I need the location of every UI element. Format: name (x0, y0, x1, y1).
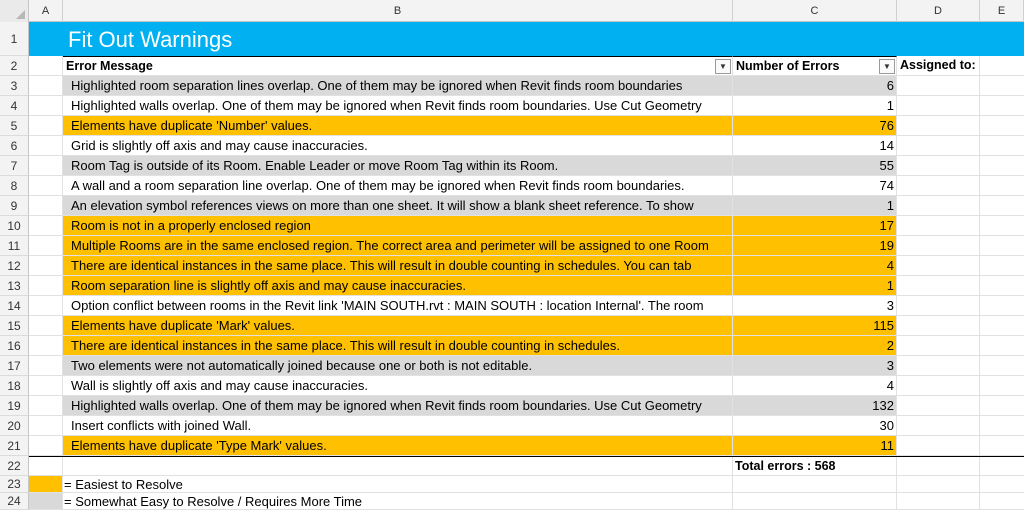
assigned-to-cell[interactable] (897, 156, 980, 175)
cell-b[interactable] (63, 457, 733, 475)
error-message-header-cell[interactable] (63, 56, 733, 75)
row-header[interactable]: 14 (0, 296, 29, 316)
table-row (29, 276, 1024, 296)
cell-a[interactable] (29, 457, 63, 475)
error-message-cell[interactable]: Room is not in a properly enclosed region (63, 216, 733, 235)
cell-d[interactable] (897, 476, 980, 492)
table-row (29, 76, 1024, 96)
assigned-to-cell[interactable] (897, 96, 980, 115)
row-header[interactable]: 13 (0, 276, 29, 296)
total-errors-cell[interactable]: Total errors : 568 (733, 457, 897, 475)
cell-c[interactable] (733, 476, 897, 492)
cell-a[interactable] (29, 216, 63, 235)
error-message-cell[interactable]: There are identical instances in the same place. This will result in double counting in schedules. (63, 336, 733, 355)
table-row (29, 216, 1024, 236)
table-row (29, 436, 1024, 456)
legend-swatch[interactable] (29, 493, 63, 509)
assigned-to-cell[interactable] (897, 176, 980, 195)
cell-a[interactable] (29, 356, 63, 375)
cell-a[interactable] (29, 76, 63, 95)
error-count-cell[interactable]: 30 (733, 416, 897, 435)
cell-a[interactable] (29, 196, 63, 215)
error-message-cell[interactable]: Grid is slightly off axis and may cause inaccuracies. (63, 136, 733, 155)
table-row (29, 116, 1024, 136)
error-count-cell[interactable]: 76 (733, 116, 897, 135)
cell-c[interactable] (733, 493, 897, 509)
row-header[interactable]: 2 (0, 56, 29, 76)
table-row (29, 336, 1024, 356)
table-row (29, 376, 1024, 396)
table-row (29, 96, 1024, 116)
assigned-to-cell[interactable] (897, 356, 980, 375)
column-header-bar (0, 0, 1024, 22)
table-row (29, 136, 1024, 156)
legend-text[interactable]: = Easiest to Resolve (63, 476, 733, 492)
worksheet-grid (29, 22, 1024, 512)
assigned-to-cell[interactable] (897, 136, 980, 155)
cell-d[interactable] (897, 457, 980, 475)
error-message-cell[interactable]: Wall is slightly off axis and may cause inaccuracies. (63, 376, 733, 395)
assigned-to-cell[interactable] (897, 276, 980, 295)
row-header[interactable]: 22 (0, 456, 29, 476)
error-message-cell[interactable]: Multiple Rooms are in the same enclosed region. The correct area and perimeter will be assigned to one Room (63, 236, 733, 255)
table-row (29, 236, 1024, 256)
error-message-cell[interactable]: Elements have duplicate 'Type Mark' values. (63, 436, 733, 455)
row-header[interactable]: 16 (0, 336, 29, 356)
error-message-header: Error Message (66, 59, 153, 73)
error-message-cell[interactable]: Room Tag is outside of its Room. Enable Leader or move Room Tag within its Room. (63, 156, 733, 175)
error-count-cell[interactable]: 55 (733, 156, 897, 175)
row-header[interactable]: 21 (0, 436, 29, 456)
select-all-icon (16, 10, 25, 19)
column-header-e[interactable]: E (980, 0, 1024, 22)
error-count-cell[interactable]: 11 (733, 436, 897, 455)
assigned-to-cell[interactable] (897, 236, 980, 255)
row-header[interactable]: 5 (0, 116, 29, 136)
error-count-cell[interactable]: 1 (733, 276, 897, 295)
total-row (29, 456, 1024, 476)
table-row (29, 356, 1024, 376)
cell-a[interactable] (29, 416, 63, 435)
table-row (29, 196, 1024, 216)
row-header[interactable]: 15 (0, 316, 29, 336)
number-of-errors-header-cell[interactable] (733, 56, 897, 75)
error-count-cell[interactable]: 14 (733, 136, 897, 155)
error-message-cell[interactable]: Highlighted walls overlap. One of them may be ignored when Revit finds room boundaries. Use Cut Geometry (63, 396, 733, 415)
assigned-to-cell[interactable] (897, 76, 980, 95)
error-count-cell[interactable]: 6 (733, 76, 897, 95)
row-header[interactable]: 9 (0, 196, 29, 216)
dropdown-arrow-icon: ▼ (883, 62, 891, 71)
assigned-to-cell[interactable] (897, 316, 980, 335)
error-count-cell[interactable]: 3 (733, 296, 897, 315)
select-all-button[interactable] (0, 0, 29, 22)
column-header-b[interactable]: B (63, 0, 733, 22)
error-message-cell[interactable]: Two elements were not automatically joined because one or both is not editable. (63, 356, 733, 375)
legend-text[interactable]: = Somewhat Easy to Resolve / Requires More Time (63, 493, 733, 509)
assigned-to-cell[interactable] (897, 436, 980, 455)
error-message-cell[interactable]: Highlighted walls overlap. One of them may be ignored when Revit finds room boundaries. Use Cut Geometry (63, 96, 733, 115)
assigned-to-cell[interactable] (897, 196, 980, 215)
row-header[interactable]: 7 (0, 156, 29, 176)
legend-row (29, 493, 1024, 510)
error-count-cell[interactable]: 3 (733, 356, 897, 375)
row-header[interactable]: 23 (0, 476, 29, 493)
cell-a[interactable] (29, 136, 63, 155)
row-header[interactable]: 3 (0, 76, 29, 96)
cell-a[interactable] (29, 316, 63, 335)
cell-a[interactable] (29, 96, 63, 115)
error-count-cell[interactable]: 115 (733, 316, 897, 335)
error-count-cell[interactable]: 19 (733, 236, 897, 255)
error-message-cell[interactable]: Highlighted room separation lines overlap. One of them may be ignored when Revit finds room boundaries (63, 76, 733, 95)
cell-d[interactable] (897, 493, 980, 509)
row-header[interactable]: 12 (0, 256, 29, 276)
header-row (29, 56, 1024, 76)
row-header[interactable]: 10 (0, 216, 29, 236)
error-message-cell[interactable]: Insert conflicts with joined Wall. (63, 416, 733, 435)
cell-a[interactable] (29, 336, 63, 355)
row-header[interactable]: 20 (0, 416, 29, 436)
title-row (29, 22, 1024, 56)
table-row (29, 316, 1024, 336)
error-count-cell[interactable]: 1 (733, 196, 897, 215)
error-message-cell[interactable]: There are identical instances in the same place. This will result in double counting in schedules. You can tab (63, 256, 733, 275)
cell-a[interactable] (29, 296, 63, 315)
error-message-filter-button[interactable] (715, 59, 731, 74)
table-row (29, 176, 1024, 196)
assigned-to-cell[interactable] (897, 296, 980, 315)
row-header[interactable]: 8 (0, 176, 29, 196)
error-count-cell[interactable]: 74 (733, 176, 897, 195)
error-message-cell[interactable]: Elements have duplicate 'Mark' values. (63, 316, 733, 335)
row-header[interactable]: 19 (0, 396, 29, 416)
number-of-errors-filter-button[interactable] (879, 59, 895, 74)
error-count-cell[interactable]: 4 (733, 256, 897, 275)
error-message-cell[interactable]: Room separation line is slightly off axis and may cause inaccuracies. (63, 276, 733, 295)
cell-a2[interactable] (29, 56, 63, 75)
error-count-cell[interactable]: 132 (733, 396, 897, 415)
assigned-to-header-cell[interactable] (897, 56, 980, 75)
cell-a[interactable] (29, 156, 63, 175)
error-message-cell[interactable]: An elevation symbol references views on more than one sheet. It will show a blank sheet reference. To show (63, 196, 733, 215)
number-of-errors-header: Number of Errors (736, 59, 840, 73)
table-row (29, 256, 1024, 276)
cell-a[interactable] (29, 176, 63, 195)
assigned-to-cell[interactable] (897, 376, 980, 395)
error-message-cell[interactable]: Elements have duplicate 'Number' values. (63, 116, 733, 135)
table-row (29, 156, 1024, 176)
assigned-to-cell[interactable] (897, 216, 980, 235)
sheet-title: Fit Out Warnings (68, 27, 233, 52)
error-count-cell[interactable]: 4 (733, 376, 897, 395)
assigned-to-cell[interactable] (897, 336, 980, 355)
row-header[interactable]: 18 (0, 376, 29, 396)
legend-swatch[interactable] (29, 476, 63, 492)
cell-a[interactable] (29, 236, 63, 255)
error-count-cell[interactable]: 17 (733, 216, 897, 235)
assigned-to-cell[interactable] (897, 256, 980, 275)
error-message-cell[interactable]: A wall and a room separation line overlap. One of them may be ignored when Revit finds room boundaries. (63, 176, 733, 195)
column-header-c[interactable]: C (733, 0, 897, 22)
table-row (29, 396, 1024, 416)
dropdown-arrow-icon: ▼ (719, 62, 727, 71)
table-row (29, 416, 1024, 436)
error-count-cell[interactable]: 1 (733, 96, 897, 115)
row-header[interactable]: 17 (0, 356, 29, 376)
row-header[interactable]: 24 (0, 493, 29, 510)
cell-a[interactable] (29, 256, 63, 275)
row-header[interactable]: 11 (0, 236, 29, 256)
assigned-to-cell[interactable] (897, 396, 980, 415)
row-header[interactable]: 6 (0, 136, 29, 156)
cell-a[interactable] (29, 116, 63, 135)
table-row (29, 296, 1024, 316)
column-header-d[interactable]: D (897, 0, 980, 22)
assigned-to-cell[interactable] (897, 116, 980, 135)
error-count-cell[interactable]: 2 (733, 336, 897, 355)
row-header[interactable]: 4 (0, 96, 29, 116)
assigned-to-cell[interactable] (897, 416, 980, 435)
cell-a[interactable] (29, 396, 63, 415)
cell-a[interactable] (29, 376, 63, 395)
cell-a[interactable] (29, 436, 63, 455)
column-header-a[interactable]: A (29, 0, 63, 22)
error-message-cell[interactable]: Option conflict between rooms in the Revit link 'MAIN SOUTH.rvt : MAIN SOUTH : location Internal'. The room (63, 296, 733, 315)
cell-a[interactable] (29, 276, 63, 295)
row-header[interactable]: 1 (0, 22, 29, 56)
legend-row (29, 476, 1024, 493)
assigned-to-header: Assigned to: (900, 58, 976, 72)
